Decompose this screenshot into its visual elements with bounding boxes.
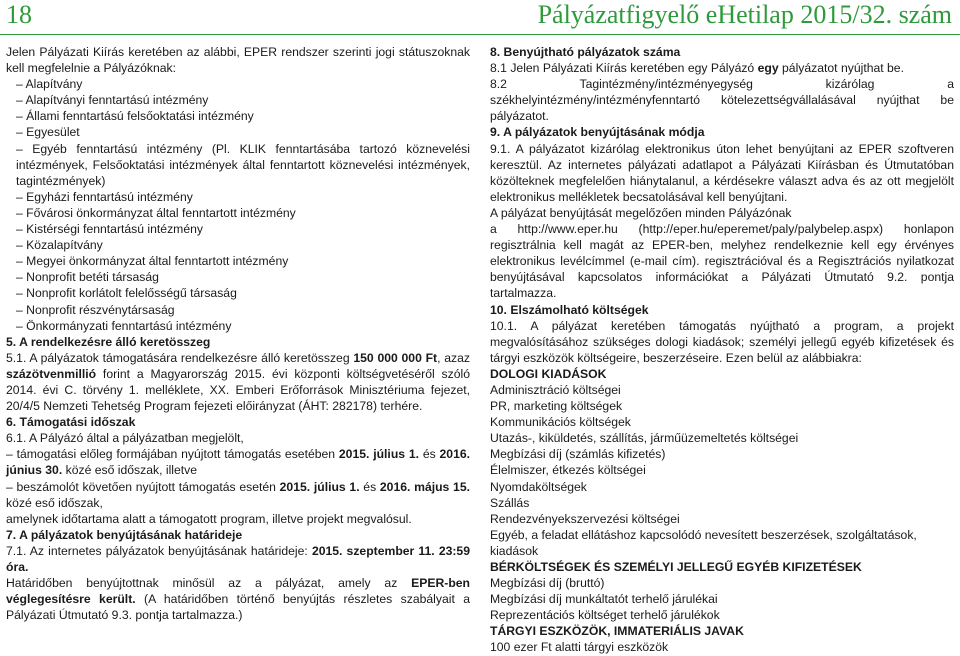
legal-status-item: – Önkormányzati fenntartású intézmény [16, 318, 232, 333]
section-7-heading: 7. A pályázatok benyújtásának határideje [6, 527, 243, 542]
page-number: 18 [6, 0, 32, 29]
right-column [490, 44, 954, 656]
section-6-1-tail: amelynek időtartama alatt a támogatott program, illetve projekt megvalósul. [6, 511, 412, 526]
cost-item: Utazás-, kiküldetés, szállítás, járműüzemeltetés költségei [490, 431, 799, 446]
page-header [0, 0, 960, 34]
legal-status-item: – Alapítványi fenntartású intézmény [16, 93, 209, 108]
legal-status-item: – Kistérségi fenntartású intézmény [16, 222, 203, 237]
cost-item: Megbízási díj munkáltatót terhelő járulékai [490, 592, 718, 607]
deadline: 2015. szeptember 11. 23:59 óra. [6, 543, 470, 574]
left-column [6, 44, 470, 623]
category-assets-list [490, 639, 954, 655]
section-10-heading: 10. Elszámolható költségek [490, 302, 649, 317]
intro-paragraph: Jelen Pályázati Kiírás keretében az alábbi, EPER rendszer szerinti jogi státuszoknak kell megfelelnie a Pályázóknak: [6, 45, 470, 76]
legal-status-item: – Nonprofit korlátolt felelősségű társaság [16, 286, 237, 301]
legal-status-item: – Állami fenntartású felsőoktatási intézmény [16, 109, 254, 124]
section-6-1-advance: – támogatási előleg formájában nyújtott támogatás esetében 2015. július 1. és 2016. június 30. közé eső időszak, illetve [6, 447, 471, 478]
legal-status-item: – Egyéb fenntartású intézmény (Pl. KLIK fenntartásába tartozó köznevelési intézmények, Felsőoktatási intézmények által fenntartott köznevelési intézmények, tagintézmények) [16, 141, 470, 188]
category-operating-costs-list [490, 382, 954, 559]
cost-item: Reprezentációs költséget terhelő járulékok [490, 608, 720, 623]
cost-item: Adminisztráció költségei [490, 382, 621, 397]
section-8-heading: 8. Benyújtható pályázatok száma [490, 45, 681, 59]
legal-status-item: – Egyházi fenntartású intézmény [16, 189, 193, 204]
cost-item: Egyéb, a feladat ellátáshoz kapcsolódó nevesített beszerzések, szolgáltatások, kiadások [490, 527, 917, 558]
section-9-heading: 9. A pályázatok benyújtásának módja [490, 125, 705, 140]
cost-item: Kommunikációs költségek [490, 415, 631, 430]
budget-amount-words: százötvenmillió [6, 366, 97, 381]
header-divider [0, 34, 960, 35]
cost-item: Megbízási díj (bruttó) [490, 576, 605, 591]
legal-status-item: – Megyei önkormányzat által fenntartott intézmény [16, 254, 289, 269]
section-9-3: a http://www.eper.hu (http://eper.hu/eperemet/paly/palybelep.aspx) honlapon regisztrálnia kell magát az EPER-ben, melyhez rendelkeznie kell egy érvényes elektronikus levélcímmel (e-mail cím). regisztrációval és a Regisztrációs nyilatkozat benyújtásával kapcsolatos információkat a Pályázati Útmutató 9.2. pontja tartalmazza. [490, 222, 954, 301]
section-5-1: 5.1. A pályázatok támogatására rendelkezésre álló keretösszeg 150 000 000 Ft, azaz százötvenmillió forint a Magyarország 2015. évi központi költségvetéséről szóló 2014. évi C. törvény 1. melléklete, XX. Emberi Erőforrások Minisztériuma fejezet, 20/4/5 Nemzeti Tehetség Program fejezeti előirányzat (ÁHT: 282178) terhére. [6, 350, 470, 414]
legal-status-item: – Nonprofit részvénytársaság [16, 302, 175, 317]
section-8-2: 8.2 Tagintézmény/intézményegység kizárólag a székhelyintézmény/intézményfenntartó kötelezettségvállalásával nyújthat be pályázatot. [490, 77, 954, 124]
legal-status-item: – Nonprofit betéti társaság [16, 270, 159, 285]
category-personnel-list [490, 575, 954, 623]
cost-item: Nyomdaköltségek [490, 479, 587, 494]
section-6-1-report: – beszámolót követően nyújtott támogatás esetén 2015. július 1. és 2016. május 15. közé eső időszak, [6, 479, 470, 510]
section-10-1: 10.1. A pályázat keretében támogatás nyújtható a program, a projekt megvalósításához szükséges dologi kiadások; személyi jellegű egyéb kifizetések és tárgyi eszközök költségeire, beszerzéseire. Ezen belül az alábbiakra: [490, 318, 954, 365]
category-assets-heading: TÁRGYI ESZKÖZÖK, IMMATERIÁLIS JAVAK [490, 624, 744, 639]
category-operating-costs-heading: DOLOGI KIADÁSOK [490, 366, 607, 381]
section-7-1: 7.1. Az internetes pályázatok benyújtásának határideje: 2015. szeptember 11. 23:59 óra. [6, 543, 470, 574]
category-personnel-heading: BÉRKÖLTSÉGEK ÉS SZEMÉLYI JELLEGŰ EGYÉB KIFIZETÉSEK [490, 560, 862, 574]
section-9-2: A pályázat benyújtását megelőzően minden Pályázónak [490, 205, 792, 220]
section-6-1: 6.1. A Pályázó által a pályázatban megjelölt, [6, 431, 244, 446]
cost-item: PR, marketing költségek [490, 399, 623, 414]
legal-status-item: – Alapítvány [16, 77, 83, 92]
legal-status-list-1 [6, 76, 470, 189]
legal-status-list-2 [6, 189, 470, 334]
section-8-1: 8.1 Jelen Pályázati Kiírás keretében egy Pályázó egy pályázatot nyújthat be. [490, 61, 904, 76]
publication-title: Pályázatfigyelő eHetilap 2015/32. szám [537, 0, 952, 29]
section-9-1: 9.1. A pályázatot kizárólag elektronikus úton lehet benyújtani az EPER szoftveren keresztül. Az internetes pályázati adatlapot a Pályázati Kiírásban és Útmutatóban közölteknek megfelelően hiánytalanul, a kérdésekre választ adva és az ott megjelölt elektronikus mellékletek becsatolásával kell benyújtani. [490, 141, 954, 204]
legal-status-item: – Fővárosi önkormányzat által fenntartott intézmény [16, 205, 296, 220]
section-6-heading: 6. Támogatási időszak [6, 415, 136, 430]
cost-item: Szállás [490, 495, 530, 510]
budget-amount: 150 000 000 Ft [353, 350, 438, 365]
legal-status-item: – Közalapítvány [16, 238, 103, 253]
section-5-heading: 5. A rendelkezésre álló keretösszeg [6, 334, 211, 349]
cost-item: Rendezvényekszervezési költségei [490, 511, 680, 526]
legal-status-item: – Egyesület [16, 125, 80, 140]
cost-item: 100 ezer Ft alatti tárgyi eszközök [490, 640, 669, 655]
cost-item: Megbízási díj (számlás kifizetés) [490, 447, 666, 462]
section-7-tail: Határidőben benyújtottnak minősül az a pályázat, amely az EPER-ben véglegesítésre került. (A határidőben történő benyújtás részletes szabályait a Pályázati Útmutató 9.3. pontja tartalmazza.) [6, 576, 470, 623]
cost-item: Élelmiszer, étkezés költségei [490, 463, 646, 478]
